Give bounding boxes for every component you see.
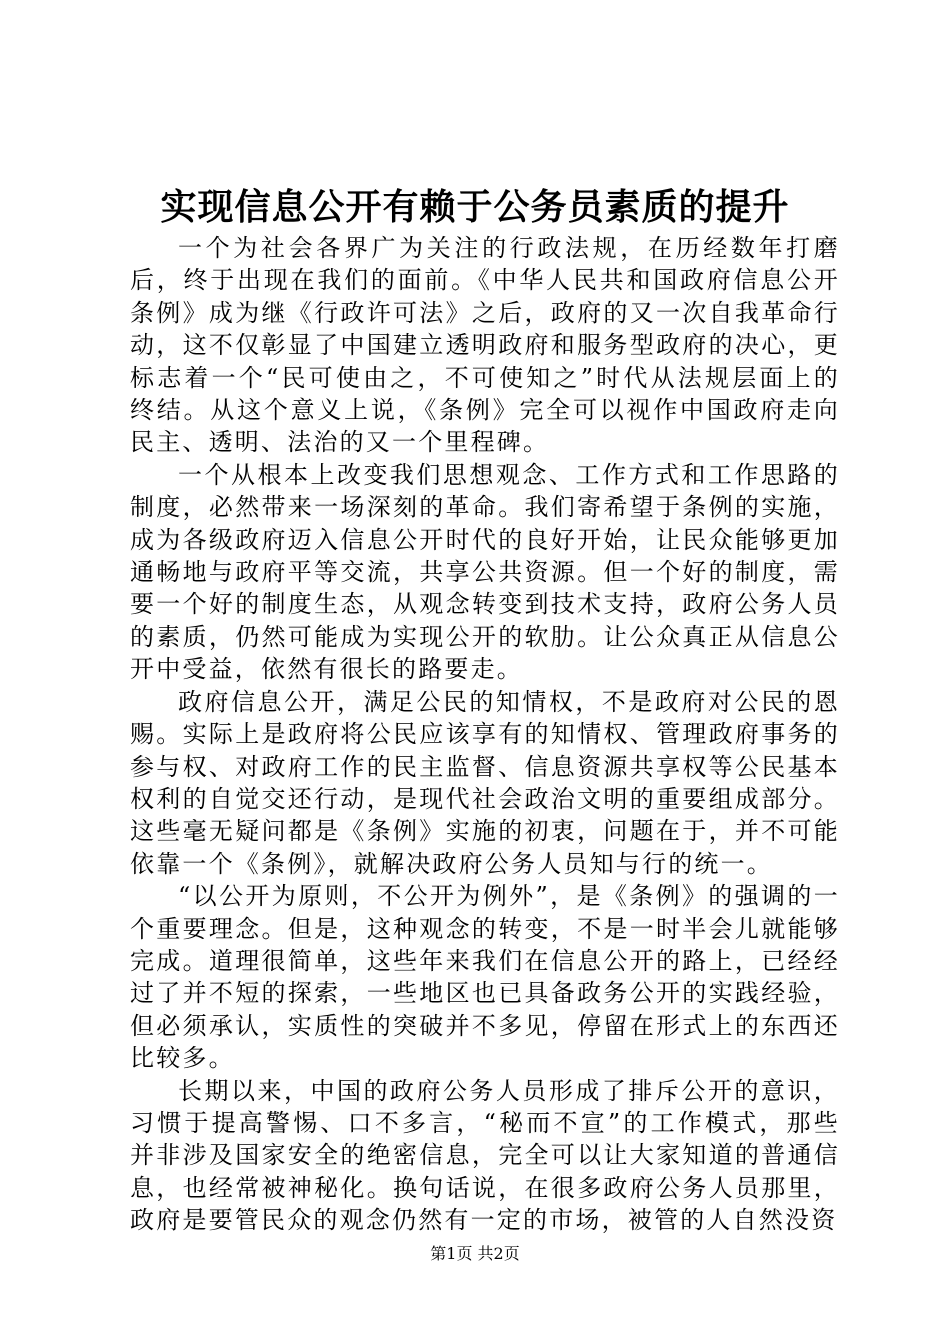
paragraph: 一个为社会各界广为关注的行政法规，在历经数年打磨后，终于出现在我们的面前。《中华人民共和国政府信息公开条例》成为继《行政许可法》之后，政府的又一次自我革命行动，这不仅彰显了中国建立透明政府和服务型政府的决心，更标志着一个“民可使由之，不可使知之”时代从法规层面上的终结。从这个意义上说，《条例》完全可以视作中国政府走向民主、透明、法治的又一个里程碑。	[130, 234, 840, 457]
document-body	[130, 232, 840, 1237]
paragraph: 政府信息公开，满足公民的知情权，不是政府对公民的恩赐。实际上是政府将公民应该享有的知情权、管理政府事务的参与权、对政府工作的民主监督、信息资源共享权等公民基本权利的自觉交还行动，是现代社会政治文明的重要组成部分。这些毫无疑问都是《条例》实施的初衷，问题在于，并不可能依靠一个《条例》，就解决政府公务人员知与行的统一。	[130, 687, 840, 878]
paragraph: 长期以来，中国的政府公务人员形成了排斥公开的意识，习惯于提高警惕、口不多言，“秘而不宣”的工作模式，那些并非涉及国家安全的绝密信息，完全可以让大家知道的普通信息，也经常被神秘化。换句话说，在很多政府公务人员那里，政府是要管民众的观念仍然有一定的市场，被管的人自然没资	[130, 1076, 840, 1235]
page-number-footer: 第1页 共2页	[430, 1244, 520, 1263]
paragraph: “以公开为原则，不公开为例外”，是《条例》的强调的一个重要理念。但是，这种观念的转变，不是一时半会儿就能够完成。道理很简单，这些年来我们在信息公开的路上，已经经过了并不短的探索，一些地区也已具备政务公开的实践经验，但必须承认，实质性的突破并不多见，停留在形式上的东西还比较多。	[130, 882, 840, 1073]
paragraph: 一个从根本上改变我们思想观念、工作方式和工作思路的制度，必然带来一场深刻的革命。我们寄希望于条例的实施，成为各级政府迈入信息公开时代的良好开始，让民众能够更加通畅地与政府平等交流，共享公共资源。但一个好的制度，需要一个好的制度生态，从观念转变到技术支持，政府公务人员的素质，仍然可能成为实现公开的软肋。让公众真正从信息公开中受益，依然有很长的路要走。	[130, 460, 840, 684]
document-title: 实现信息公开有赖于公务员素质的提升	[160, 187, 790, 228]
